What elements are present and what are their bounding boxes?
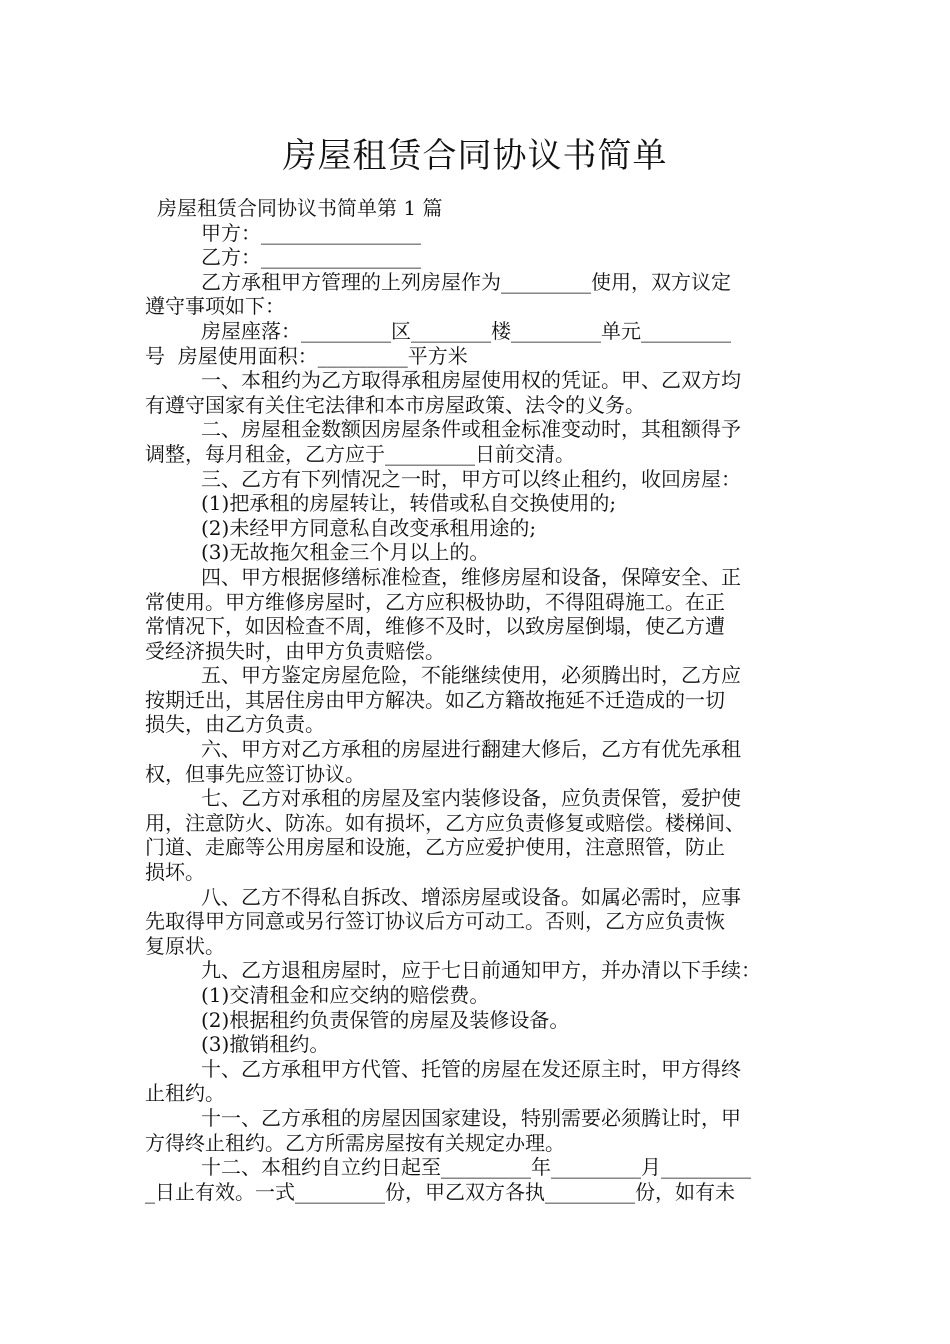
list-item: (3)撤销租约。 (201, 1032, 330, 1057)
paragraph-line: 损失，由乙方负责。 (145, 712, 325, 737)
paragraph-line: 止租约。 (145, 1081, 225, 1106)
paragraph-line: 十、乙方承租甲方代管、托管的房屋在发还原主时，甲方得终 (201, 1056, 741, 1081)
party-a-line: 甲方：________________ (201, 220, 421, 245)
paragraph-line: 三、乙方有下列情况之一时，甲方可以终止租约，收回房屋： (201, 466, 741, 491)
paragraph-line: 六、甲方对乙方承租的房屋进行翻建大修后，乙方有优先承租 (201, 737, 741, 762)
list-item: (2)未经甲方同意私自改变承租用途的; (201, 515, 537, 540)
paragraph-line: 受经济损失时，由甲方负责赔偿。 (145, 638, 445, 663)
paragraph-line: 十一、乙方承租的房屋因国家建设，特别需要必须腾让时，甲 (201, 1105, 741, 1130)
document-body (145, 196, 810, 1204)
paragraph-line: 乙方承租甲方管理的上列房屋作为_________使用，双方议定 (201, 269, 731, 294)
document-title: 房屋租赁合同协议书简单 (282, 136, 668, 176)
list-item: (3)无故拖欠租金三个月以上的。 (201, 540, 490, 565)
paragraph-line: 方得终止租约。乙方所需房屋按有关规定办理。 (145, 1130, 565, 1155)
paragraph-line: 权，但事先应签订协议。 (145, 761, 365, 786)
paragraph-line: 十二、本租约自立约日起至_________年_________月_________ (201, 1155, 751, 1180)
section-heading: 房屋租赁合同协议书简单第 1 篇 (157, 196, 443, 220)
paragraph-line: 房屋座落：_________区________楼_________单元_________ (201, 318, 731, 343)
paragraph-line: 按期迁出，其居住房由甲方解决。如乙方籍故拖延不迁造成的一切 (145, 687, 725, 712)
paragraph-line: 八、乙方不得私自拆改、增添房屋或设备。如属必需时，应事 (201, 884, 741, 909)
paragraph-line: 调整，每月租金，乙方应于_________日前交清。 (145, 441, 575, 466)
paragraph-line: 有遵守国家有关住宅法律和本市房屋政策、法令的义务。 (145, 392, 645, 417)
paragraph-line: 复原状。 (145, 933, 225, 958)
paragraph-line: 二、房屋租金数额因房屋条件或租金标准变动时，其租额得予 (201, 417, 741, 442)
list-item: (2)根据租约负责保管的房屋及装修设备。 (201, 1007, 570, 1032)
paragraph-line: 遵守事项如下： (145, 294, 285, 319)
paragraph-line: 九、乙方退租房屋时，应于七日前通知甲方，并办清以下手续： (201, 958, 761, 983)
paragraph-line: 门道、走廊等公用房屋和设施，乙方应爱护使用，注意照管，防止 (145, 835, 725, 860)
paragraph-line: 一、本租约为乙方取得承租房屋使用权的凭证。甲、乙双方均 (201, 368, 741, 393)
paragraph-line: 常使用。甲方维修房屋时，乙方应积极协助，不得阻碍施工。在正 (145, 589, 725, 614)
paragraph-line: _日止有效。一式_________份，甲乙双方各执_________份，如有未 (145, 1179, 735, 1204)
paragraph-line: 七、乙方对承租的房屋及室内装修设备，应负责保管，爱护使 (201, 786, 741, 811)
paragraph-line: 损坏。 (145, 860, 205, 885)
list-item: (1)把承租的房屋转让，转借或私自交换使用的; (201, 491, 617, 516)
paragraph-line: 常情况下，如因检查不周，维修不及时，以致房屋倒塌，使乙方遭 (145, 614, 725, 639)
paragraph-line: 先取得甲方同意或另行签订协议后方可动工。否则，乙方应负责恢 (145, 909, 725, 934)
list-item: (1)交清租金和应交纳的赔偿费。 (201, 983, 490, 1007)
paragraph-line: 号 房屋使用面积：_________平方米 (145, 343, 468, 368)
paragraph-line: 四、甲方根据修缮标准检查，维修房屋和设备，保障安全、正 (201, 564, 741, 589)
paragraph-line: 五、甲方鉴定房屋危险，不能继续使用，必须腾出时，乙方应 (201, 663, 741, 688)
party-b-line: 乙方：________________ (201, 245, 421, 270)
paragraph-line: 用，注意防火、防冻。如有损坏，乙方应负责修复或赔偿。楼梯间、 (145, 810, 745, 835)
